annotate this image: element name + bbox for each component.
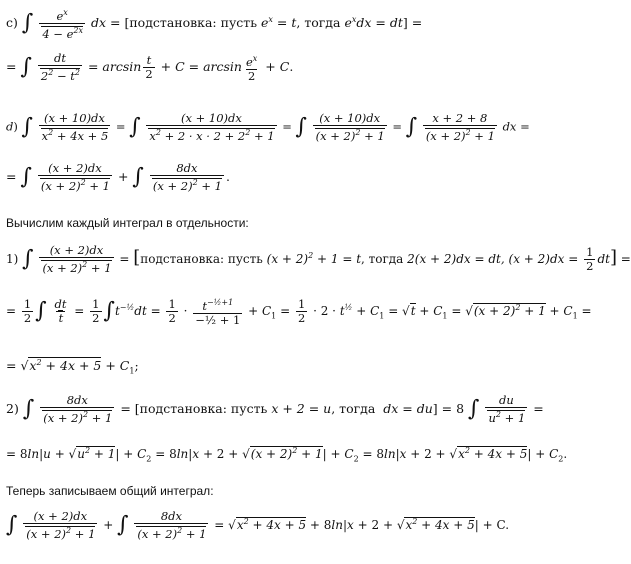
eq-1-1: 1) ∫ $\frac{(x + 2)dx}{(x + 2)^2 + 1}$ = [подстановка: пусть $(x + 2)^2 + 1 = t$, тогда 2(x + 2)dx = dt, (x + 2)dx = $\frac{1}{2}$ dt] = bbox=[6, 243, 631, 275]
heading-general: Теперь записываем общий интеграл: bbox=[6, 484, 214, 498]
eq-2-1: 2) ∫ $\frac{8dx}{(x + 2)^2 + 1}$ = [подстановка: пусть x + 2 = u, тогда dx = du] = 8 ∫ $\frac{du}{u^2 + 1}$ = bbox=[6, 393, 544, 425]
eq-c-1: c) ∫ $\frac{e^x}{4 - e^{2x}}$ dx = [подстановка: пусть $e^x = t$, тогда $e^xdx = dt$] = bbox=[6, 8, 423, 41]
eq-d-1: d) ∫ $\frac{(x + 10)dx}{x^2 + 4x + 5}$ = ∫ $\frac{(x + 10)dx}{x^2 + 2 \cdot x \cdot 2 + 2^2 + 1}$ = ∫ $\frac{(x + 10)dx}{(x + 2)^2 + 1}$ = ∫ $\frac{x + 2 + 8}{(x + 2)^2 + 1}$ dx = bbox=[6, 111, 530, 143]
eq-final: ∫ $\frac{(x + 2)dx}{(x + 2)^2 + 1}$ + ∫ $\frac{8dx}{(x + 2)^2 + 1}$ = $√x^2 + 4x + 5 + 8\ln|x + 2 + √x^2 + 4x + 5| + C$. bbox=[6, 509, 510, 541]
eq-d-2: = ∫ $\frac{(x + 2)dx}{(x + 2)^2 + 1}$ + ∫ $\frac{8dx}{(x + 2)^2 + 1}$ . bbox=[6, 161, 230, 193]
eq-c-2: = ∫ $\frac{dt}{2^2 - t^2}$ = arcsin $\frac{t}{2}$ + C = arcsin $\frac{e^x}{2}$ + C. bbox=[6, 51, 294, 83]
heading-separately: Вычислим каждый интеграл в отдельности: bbox=[6, 216, 249, 230]
eq-2-2: = $8\ln|u + √u^2 + 1| + C_2 = 8\ln|x + 2 + √(x + 2)^2 + 1| + C_2 = 8\ln|x + 2 + √x^2 + 4x + 5| + C_2$. bbox=[6, 446, 568, 464]
eq-1-3: = $√x^2 + 4x + 5 + C_1$; bbox=[6, 358, 139, 376]
eq-1-2: = $\frac{1}{2}$ ∫ $\frac{dt}{t}$ = $\frac{1}{2}$ $\int t^{-\frac{1}{2}}dt$ = $\frac{1}{2}$ · $\frac{t^{-\frac{1}{2}+1}}{\text{−½ + 1}}$ + $C_1$ = $\frac{1}{2}$ · $2 \cdot t^{\frac{1}{2}} + C_1 = √t + C_1 = √(x + 2)^2 + 1 + C_1$ = bbox=[6, 296, 592, 327]
